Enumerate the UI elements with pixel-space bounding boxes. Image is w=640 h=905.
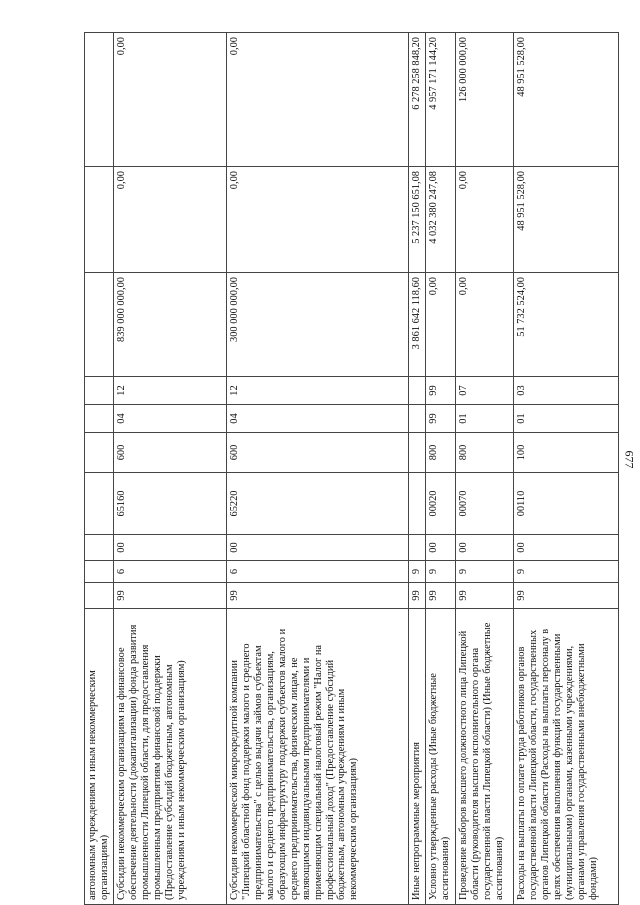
expense-type-code: 600 [113,433,226,473]
amount-year-1: 0,00 [455,273,513,377]
amount-year-2 [85,167,114,273]
subprogram-code: 9 [425,561,455,583]
amount-year-2: 5 237 150 651,08 [408,167,425,273]
table-row [455,33,513,905]
expense-direction-code [85,473,114,535]
main-activity-code [85,535,114,561]
subprogram-code: 9 [513,561,618,583]
page-number: 677 [622,450,637,469]
row-description: Иные непрограммные мероприятия [408,609,425,905]
amount-year-3: 0,00 [226,33,408,167]
table-row [113,33,226,905]
section-code [85,405,114,433]
program-code: 99 [513,583,618,609]
expense-direction-code: 00020 [425,473,455,535]
expense-direction-code: 00070 [455,473,513,535]
budget-table [84,32,619,905]
subsection-code: 03 [513,377,618,405]
subprogram-code [85,561,114,583]
subsection-code [85,377,114,405]
section-code: 01 [513,405,618,433]
subprogram-code: 6 [226,561,408,583]
amount-year-2: 0,00 [113,167,226,273]
expense-direction-code: 65220 [226,473,408,535]
amount-year-1: 0,00 [425,273,455,377]
amount-year-3: 6 278 258 848,20 [408,33,425,167]
program-code: 99 [226,583,408,609]
amount-year-2: 48 951 528,00 [513,167,618,273]
expense-direction-code [408,473,425,535]
row-description: автономным учреждениям и иным некоммерческим организациям) [85,609,114,905]
expense-direction-code: 00110 [513,473,618,535]
table-row [226,33,408,905]
section-code: 04 [113,405,226,433]
section-code: 04 [226,405,408,433]
row-description: Проведение выборов высшего должностного лица Липецкой области (руководителя высшего исполнительного органа государственной власти Липецкой области) (Иные бюджетные ассигнования) [455,609,513,905]
amount-year-1: 300 000 000,00 [226,273,408,377]
program-code: 99 [425,583,455,609]
main-activity-code: 00 [425,535,455,561]
expense-type-code: 800 [425,433,455,473]
subsection-code: 99 [425,377,455,405]
expense-direction-code: 65160 [113,473,226,535]
section-code [408,405,425,433]
main-activity-code: 00 [455,535,513,561]
program-code: 99 [455,583,513,609]
row-description: Условно утвержденные расходы (Иные бюджетные ассигнования) [425,609,455,905]
subprogram-code: 6 [113,561,226,583]
amount-year-3: 126 000 000,00 [455,33,513,167]
program-code: 99 [408,583,425,609]
amount-year-1: 839 000 000,00 [113,273,226,377]
table-body [85,33,619,905]
main-activity-code: 00 [513,535,618,561]
main-activity-code [408,535,425,561]
subsection-code: 12 [113,377,226,405]
table-row [85,33,114,905]
expense-type-code: 800 [455,433,513,473]
subsection-code: 12 [226,377,408,405]
expense-type-code [408,433,425,473]
row-description: Субсидии некоммерческим организациям на финансовое обеспечение деятельности (докапитализации) фонда развития промышленности Липецкой области, для предоставления промышленным предприятиям финансовой поддержки (Предоставление субсидий бюджетным, автономным учреждениям и иным некоммерческим организациям) [113,609,226,905]
amount-year-1: 3 861 642 118,60 [408,273,425,377]
table-row [408,33,425,905]
amount-year-2: 0,00 [455,167,513,273]
section-code: 01 [455,405,513,433]
amount-year-3: 48 951 528,00 [513,33,618,167]
rotated-table-wrapper [84,33,610,905]
amount-year-2: 0,00 [226,167,408,273]
row-description: Субсидия некоммерческой микрокредитной компании "Липецкий областной фонд поддержки малого и среднего предпринимательства" с целью выдачи займов субъектам малого и среднего предпринимательства, организациям, образующим инфраструктуру поддержки субъектов малого и среднего предпринимательства, физическим лицам, не являющимся индивидуальными предпринимателями и применяющим специальный налоговый режим "Налог на профессиональный доход" (Предоставление субсидий бюджетным, автономным учреждениям и иным некоммерческим организациям) [226,609,408,905]
program-code: 99 [113,583,226,609]
subprogram-code: 9 [408,561,425,583]
amount-year-2: 4 032 380 247,08 [425,167,455,273]
amount-year-1: 51 732 524,00 [513,273,618,377]
subsection-code: 07 [455,377,513,405]
amount-year-1 [85,273,114,377]
subsection-code [408,377,425,405]
subprogram-code: 9 [455,561,513,583]
table-row [513,33,618,905]
table-row [425,33,455,905]
expense-type-code: 600 [226,433,408,473]
expense-type-code [85,433,114,473]
expense-type-code: 100 [513,433,618,473]
amount-year-3 [85,33,114,167]
main-activity-code: 00 [113,535,226,561]
main-activity-code: 00 [226,535,408,561]
program-code [85,583,114,609]
amount-year-3: 4 957 171 144,20 [425,33,455,167]
amount-year-3: 0,00 [113,33,226,167]
section-code: 99 [425,405,455,433]
row-description: Расходы на выплаты по оплате труда работников органов государственной власти Липецкой области, государственных органов Липецкой области (Расходы на выплаты персоналу в целях обеспечения выполнения функций государственными (муниципальными) органами, казенными учреждениями, органами управления государственными внебюджетными фондами) [513,609,618,905]
